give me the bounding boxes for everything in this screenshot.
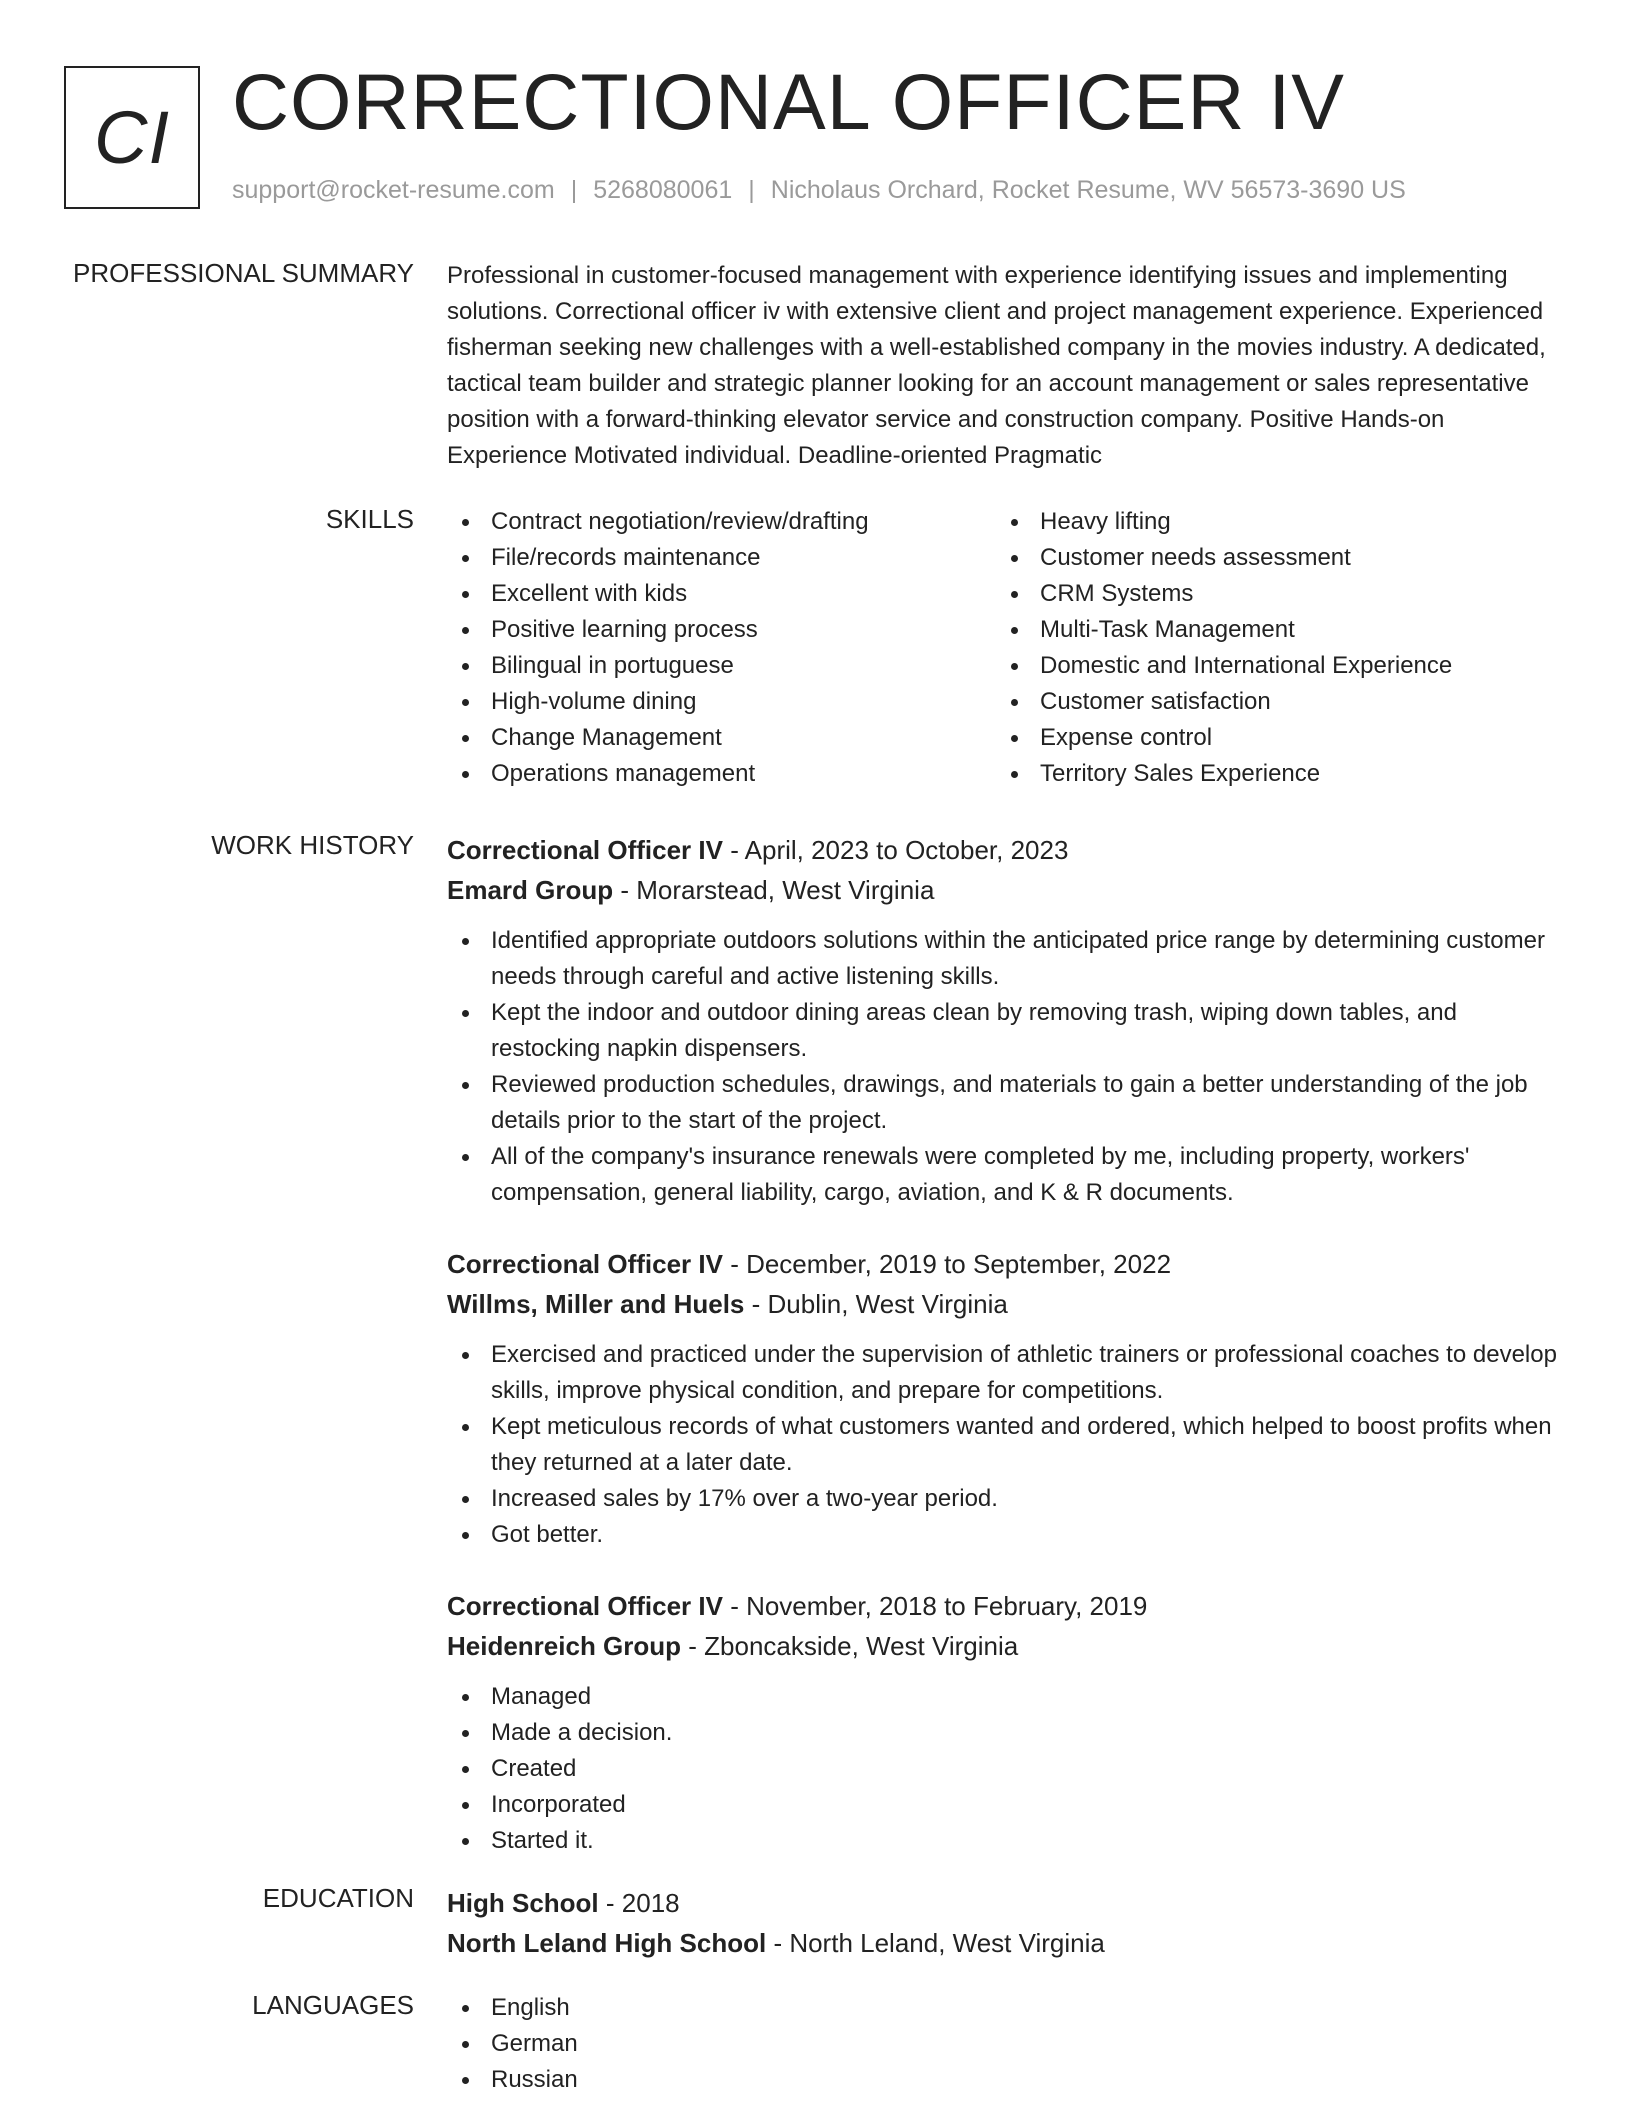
- job-company: Emard Group: [447, 875, 614, 905]
- skill-item: Customer satisfaction: [996, 684, 1545, 720]
- education-location: - North Leland, West Virginia: [766, 1928, 1105, 1958]
- language-item: German: [447, 2026, 1567, 2062]
- education-school: North Leland High School: [447, 1928, 767, 1958]
- job-entry: [447, 1586, 1567, 1859]
- job-company-line: [447, 1284, 1567, 1324]
- contact-line: [232, 176, 1406, 205]
- job-location: - Zboncakside, West Virginia: [681, 1631, 1019, 1661]
- skill-item: Change Management: [447, 720, 996, 756]
- work-history-heading: WORK HISTORY: [211, 830, 414, 860]
- skill-item: Territory Sales Experience: [996, 756, 1545, 792]
- job-title-line: [447, 1586, 1567, 1626]
- skill-item: Domestic and International Experience: [996, 648, 1545, 684]
- job-bullet: Exercised and practiced under the supervision of athletic trainers or professional coaches to develop skills, improve physical condition, and prepare for competitions.: [447, 1337, 1567, 1409]
- job-bullet: Managed: [447, 1679, 1567, 1715]
- education-entry: [447, 1883, 1567, 1963]
- job-title: Correctional Officer IV: [447, 835, 723, 865]
- job-bullet: Increased sales by 17% over a two-year period.: [447, 1481, 1567, 1517]
- job-bullets: [447, 1679, 1567, 1859]
- skill-item: Contract negotiation/review/drafting: [447, 504, 996, 540]
- contact-address: Nicholaus Orchard, Rocket Resume, WV 56573-3690 US: [770, 176, 1406, 204]
- resume-title: CORRECTIONAL OFFICER IV: [232, 57, 1345, 146]
- job-title-line: [447, 830, 1567, 870]
- job-company-line: [447, 870, 1567, 910]
- job-dates: - November, 2018 to February, 2019: [722, 1591, 1148, 1621]
- contact-email: support@rocket-resume.com: [232, 176, 555, 204]
- job-title-line: [447, 1244, 1567, 1284]
- job-title: Correctional Officer IV: [447, 1249, 723, 1279]
- skill-item: High-volume dining: [447, 684, 996, 720]
- language-item: Russian: [447, 2062, 1567, 2098]
- skill-item: Multi-Task Management: [996, 612, 1545, 648]
- job-title: Correctional Officer IV: [447, 1591, 723, 1621]
- skill-item: Expense control: [996, 720, 1545, 756]
- job-bullet: Made a decision.: [447, 1715, 1567, 1751]
- skill-item: Heavy lifting: [996, 504, 1545, 540]
- job-bullet: Identified appropriate outdoors solutions within the anticipated price range by determining customer needs through careful and active listening skills.: [447, 923, 1567, 995]
- education-degree-line: [447, 1883, 1567, 1923]
- skill-item: CRM Systems: [996, 576, 1545, 612]
- job-bullet: Kept meticulous records of what customers wanted and ordered, which helped to boost profits when they returned at a later date.: [447, 1409, 1567, 1481]
- contact-phone: 5268080061: [593, 176, 733, 204]
- job-bullet: All of the company's insurance renewals were completed by me, including property, workers' compensation, general liability, cargo, aviation, and K & R documents.: [447, 1139, 1567, 1211]
- job-bullets: [447, 923, 1567, 1211]
- job-bullet: Incorporated: [447, 1787, 1567, 1823]
- job-company-line: [447, 1626, 1567, 1666]
- skill-item: Bilingual in portuguese: [447, 648, 996, 684]
- job-bullet: Created: [447, 1751, 1567, 1787]
- contact-separator: |: [570, 176, 578, 204]
- education-heading: EDUCATION: [262, 1883, 414, 1913]
- job-bullets: [447, 1337, 1567, 1553]
- skill-item: Excellent with kids: [447, 576, 996, 612]
- work-history-list: [447, 830, 1567, 1892]
- summary-text: Professional in customer-focused management with experience identifying issues and implementing solutions. Correctional officer iv with extensive client and project management experience. Experienced fisherman seeking new challenges with a well-established company in the movies industry. A dedicated, tactical team builder and strategic planner looking for an account management or sales representative position with a forward-thinking elevator service and construction company. Positive Hands-on Experience Motivated individual. Deadline-oriented Pragmatic: [447, 262, 1546, 469]
- languages-heading: LANGUAGES: [252, 1990, 414, 2020]
- job-dates: - April, 2023 to October, 2023: [722, 835, 1069, 865]
- languages-list: [447, 1990, 1567, 2098]
- skills-column-right: [996, 504, 1545, 792]
- job-bullet: Kept the indoor and outdoor dining areas clean by removing trash, wiping down tables, and restocking napkin dispensers.: [447, 995, 1567, 1067]
- job-entry: [447, 1244, 1567, 1553]
- education-year: - 2018: [598, 1888, 680, 1918]
- language-item: English: [447, 1990, 1567, 2026]
- job-bullet: Started it.: [447, 1823, 1567, 1859]
- skill-item: Operations management: [447, 756, 996, 792]
- education-degree: High School: [447, 1888, 599, 1918]
- job-company: Heidenreich Group: [447, 1631, 682, 1661]
- skill-item: Customer needs assessment: [996, 540, 1545, 576]
- job-company: Willms, Miller and Huels: [447, 1289, 745, 1319]
- job-bullet: Reviewed production schedules, drawings, and materials to gain a better understanding of the job details prior to the start of the project.: [447, 1067, 1567, 1139]
- job-location: - Dublin, West Virginia: [744, 1289, 1008, 1319]
- languages-bullets: [447, 1990, 1567, 2098]
- job-dates: - December, 2019 to September, 2022: [722, 1249, 1172, 1279]
- job-bullet: Got better.: [447, 1517, 1567, 1553]
- skills-column-left: [447, 504, 996, 792]
- skill-item: File/records maintenance: [447, 540, 996, 576]
- skill-item: Positive learning process: [447, 612, 996, 648]
- summary-heading: PROFESSIONAL SUMMARY: [73, 258, 414, 288]
- skills-list: [447, 504, 1567, 792]
- job-entry: [447, 830, 1567, 1211]
- job-location: - Morarstead, West Virginia: [613, 875, 935, 905]
- monogram-initials: CI: [94, 96, 170, 179]
- education-school-line: [447, 1923, 1567, 1963]
- contact-separator: |: [748, 176, 755, 204]
- skills-heading: SKILLS: [325, 504, 414, 534]
- monogram-box: [64, 66, 200, 209]
